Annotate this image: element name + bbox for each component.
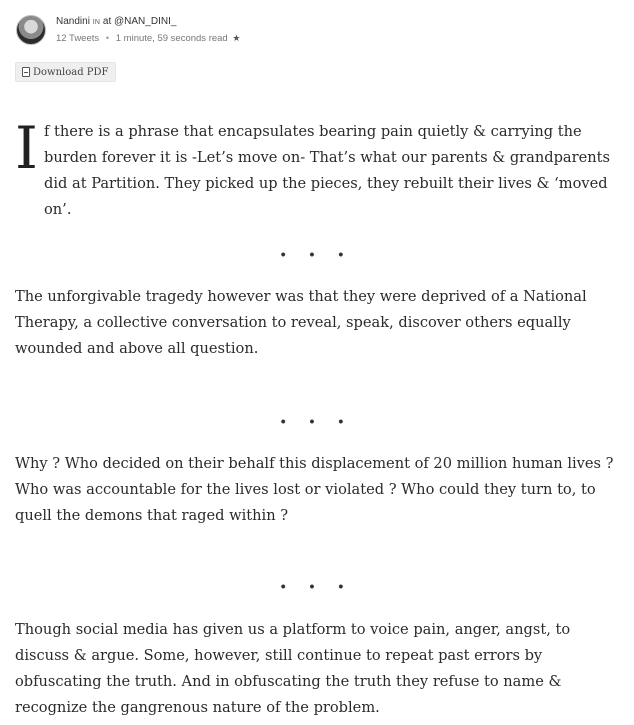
at-label: at (102, 15, 112, 27)
tweet-separator: • • • (280, 246, 354, 262)
tweet-1 (15, 114, 619, 223)
pdf-file-icon (22, 67, 30, 77)
download-pdf-label: Download PDF (33, 66, 109, 78)
star-icon[interactable]: ★ (232, 32, 241, 43)
thread-header (16, 14, 240, 46)
tweet-3: Why ? Who decided on their behalf this displacement of 20 million human lives ? Who was accountable for the lives lost or violated ? Who could they turn to, to quell the demons that raged within ? (15, 455, 614, 524)
tweet-2: The unforgivable tragedy however was that they were deprived of a National Therapy, a collective conversation to reveal, speak, discover others equally wounded and above all question. (15, 288, 587, 357)
author-name[interactable]: Nandini (56, 15, 90, 27)
avatar[interactable] (16, 15, 46, 45)
tweet-4: Though social media has given us a platform to voice pain, anger, angst, to discuss & argue. Some, however, still continue to repeat past errors by obfuscating the truth. And in obfuscating the truth they refuse to name & recognize the gangrenous nature of the problem. (15, 621, 571, 716)
dropcap-letter: I (15, 114, 38, 182)
read-time: 1 minute, 59 seconds read (115, 32, 228, 44)
tweet-separator: • • • (280, 413, 354, 429)
tweet-count: 12 Tweets (56, 32, 100, 44)
author-handle[interactable]: @NAN_DINI_ (114, 15, 177, 27)
thread-stats (56, 31, 240, 46)
author-line (56, 15, 240, 30)
tweet-1-text: f there is a phrase that encapsulates bearing pain quietly & carrying the burden forever it is -Let’s move on- That’s what our parents & grandparents did at Partition. They picked up the pieces, they rebuilt their lives & ‘moved on’. (44, 123, 610, 218)
country-flag: IN (92, 18, 101, 26)
stats-separator: • (105, 32, 110, 44)
tweet-separator: • • • (280, 578, 354, 594)
download-pdf-button[interactable] (15, 62, 116, 82)
author-meta (56, 15, 240, 46)
